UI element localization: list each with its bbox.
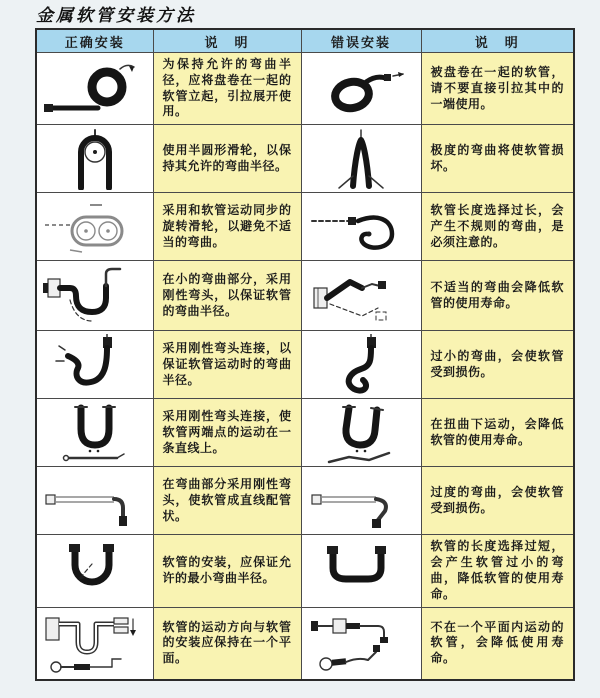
- table-row: [36, 607, 574, 680]
- header-correct-install: 正确安装: [36, 29, 153, 53]
- correct-description: 软管的安装，应保证允许的最小弯曲半径。: [153, 535, 301, 607]
- page-title: 金属软管安装方法: [36, 6, 196, 26]
- table-row: [36, 467, 574, 535]
- hose-motion-kept-in-one-plane-icon: [40, 609, 150, 677]
- bend-radius-too-small-icon: [311, 334, 411, 396]
- over-bent-elbow-section-icon: [306, 470, 416, 532]
- hose-installation-table: [35, 28, 575, 681]
- straight-hose-with-rigid-elbow-icon: [40, 470, 150, 532]
- correct-description: 为保持允许的弯曲半径，应将盘卷在一起的软管立起，引拉展开使用。: [153, 53, 301, 125]
- u-hose-ends-moving-in-line-icon: [45, 401, 145, 465]
- wrong-description: 不在一个平面内运动的软管，会降低使用寿命。: [421, 607, 574, 680]
- hose-on-semicircular-pulley-icon: [45, 128, 145, 190]
- wrong-description: 极度的弯曲将使软管损坏。: [421, 125, 574, 193]
- rigid-elbow-at-small-bend-icon: [40, 264, 150, 328]
- hose-extreme-sharp-bend-icon: [311, 128, 411, 190]
- wrong-illustration-cell: [301, 261, 421, 331]
- hose-too-short-flattened-u-icon: [306, 540, 416, 602]
- coiled-hose-pulled-directly-icon: [306, 57, 416, 121]
- header-wrong-description: 说 明: [421, 29, 574, 53]
- correct-description: 软管的运动方向与软管的安装应保持在一个平面。: [153, 607, 301, 680]
- header-row: [36, 29, 574, 53]
- correct-illustration-cell: [36, 535, 153, 607]
- rigid-elbow-connection-moving-hose-icon: [45, 334, 145, 396]
- correct-illustration-cell: [36, 125, 153, 193]
- table-row: [36, 535, 574, 607]
- hose-too-long-irregular-bend-icon: [306, 196, 416, 258]
- table-row: [36, 399, 574, 467]
- wrong-illustration-cell: [301, 193, 421, 261]
- correct-description: 使用半圆形滑轮，以保持其允许的弯曲半径。: [153, 125, 301, 193]
- table-row: [36, 261, 574, 331]
- correct-description: 采用刚性弯头连接，以保证软管运动时的弯曲半径。: [153, 331, 301, 399]
- correct-illustration-cell: [36, 467, 153, 535]
- wrong-illustration-cell: [301, 331, 421, 399]
- minimum-bend-radius-u-hose-icon: [40, 540, 150, 602]
- correct-illustration-cell: [36, 261, 153, 331]
- wrong-illustration-cell: [301, 399, 421, 467]
- hose-moving-out-of-plane-icon: [306, 609, 416, 677]
- wrong-description: 不适当的弯曲会降低软管的使用寿命。: [421, 261, 574, 331]
- table-row: [36, 125, 574, 193]
- wrong-illustration-cell: [301, 125, 421, 193]
- correct-illustration-cell: [36, 193, 153, 261]
- correct-illustration-cell: [36, 399, 153, 467]
- wrong-description: 被盘卷在一起的软管，请不要直接引拉其中的一端使用。: [421, 53, 574, 125]
- table-row: [36, 53, 574, 125]
- improper-sharp-bend-icon: [306, 264, 416, 328]
- wrong-description: 软管长度选择过长，会产生不规则的弯曲，是必须注意的。: [421, 193, 574, 261]
- u-hose-moving-under-twist-icon: [311, 401, 411, 465]
- synchronized-rotating-pulleys-icon: [40, 196, 150, 258]
- wrong-illustration-cell: [301, 53, 421, 125]
- header-wrong-install: 错误安装: [301, 29, 421, 53]
- coiled-hose-stood-upright-icon: [40, 57, 150, 121]
- wrong-illustration-cell: [301, 607, 421, 680]
- header-correct-description: 说 明: [153, 29, 301, 53]
- wrong-description: 过小的弯曲，会使软管受到损伤。: [421, 331, 574, 399]
- table-row: [36, 331, 574, 399]
- correct-illustration-cell: [36, 607, 153, 680]
- correct-illustration-cell: [36, 53, 153, 125]
- wrong-description: 软管的长度选择过短，会产生软管过小的弯曲，降低软管的使用寿命。: [421, 535, 574, 607]
- wrong-illustration-cell: [301, 535, 421, 607]
- correct-description: 采用和软管运动同步的旋转滑轮，以避免不适当的弯曲。: [153, 193, 301, 261]
- correct-illustration-cell: [36, 331, 153, 399]
- correct-description: 采用刚性弯头连接，使软管两端点的运动在一条直线上。: [153, 399, 301, 467]
- wrong-description: 过度的弯曲，会使软管受到损伤。: [421, 467, 574, 535]
- correct-description: 在弯曲部分采用刚性弯头，使软管成直线配管状。: [153, 467, 301, 535]
- correct-description: 在小的弯曲部分，采用刚性弯头，以保证软管的弯曲半径。: [153, 261, 301, 331]
- wrong-description: 在扭曲下运动，会降低软管的使用寿命。: [421, 399, 574, 467]
- wrong-illustration-cell: [301, 467, 421, 535]
- table-row: [36, 193, 574, 261]
